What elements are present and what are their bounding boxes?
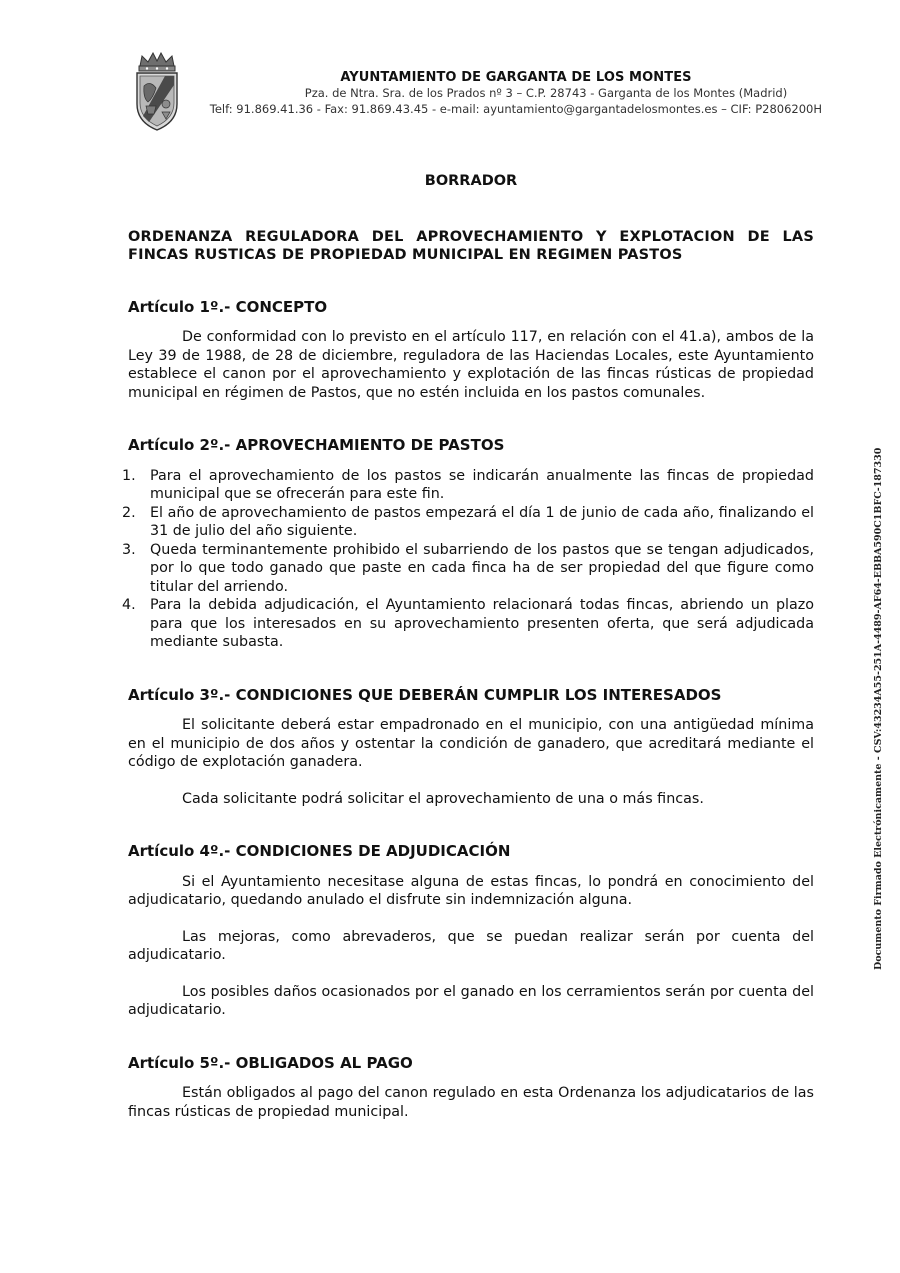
document-body bbox=[122, 172, 814, 1155]
clause-text: Para el aprovechamiento de los pastos se indicarán anualmente las fincas de propiedad municipal que se ofrecerán para este fin. bbox=[150, 467, 814, 502]
article-paragraph: Los posibles daños ocasionados por el ganado en los cerramientos serán por cuenta del adjudicatario. bbox=[128, 983, 814, 1018]
clause-number: 4. bbox=[122, 597, 136, 613]
article-paragraph: Están obligados al pago del canon regulado en esta Ordenanza los adjudicatarios de las fincas rústicas de propiedad municipal. bbox=[128, 1085, 814, 1120]
clause-number: 3. bbox=[122, 541, 136, 558]
article-heading: Artículo 4º.- CONDICIONES DE ADJUDICACIÓN bbox=[128, 842, 511, 860]
article-heading: Artículo 2º.- APROVECHAMIENTO DE PASTOS bbox=[128, 436, 505, 454]
article-1 bbox=[128, 298, 814, 403]
article-paragraph: De conformidad con lo previsto en el artículo 117, en relación con el 41.a), ambos de la Ley 39 de 1988, de 28 de diciembre, reguladora de las Haciendas Locales, este Ayuntamiento establece el canon por el aprovechamiento y explotación de las fincas rústicas de propiedad municipal en régimen de Pastos, que no estén incluida en los pastos comunales. bbox=[128, 329, 814, 401]
article-3 bbox=[128, 686, 814, 809]
article-paragraph: Las mejoras, como abrevaderos, que se puedan realizar serán por cuenta del adjudicatario. bbox=[128, 928, 814, 963]
clause-number: 1. bbox=[122, 467, 136, 484]
clause-item bbox=[122, 504, 814, 541]
draft-label: BORRADOR bbox=[424, 173, 518, 189]
municipality-name: AYUNTAMIENTO DE GARGANTA DE LOS MONTES bbox=[340, 70, 692, 85]
clause-text: Para la debida adjudicación, el Ayuntamiento relacionará todas fincas, abriendo un plazo para que los interesados en su aprovechamiento presenten oferta, que será adjudicada mediante subasta. bbox=[150, 597, 814, 650]
clause-number: 2. bbox=[122, 504, 136, 521]
article-paragraph: Cada solicitante podrá solicitar el aprovechamiento de una o más fincas. bbox=[182, 790, 704, 807]
article-heading: Artículo 1º.- CONCEPTO bbox=[128, 297, 328, 316]
article-paragraph: El solicitante deberá estar empadronado en el municipio, con una antigüedad mínima en el municipio de dos años y ostentar la condición de ganadero, que acreditará mediante el código de explotación ganadera. bbox=[128, 717, 814, 770]
letterhead-text bbox=[190, 70, 822, 117]
article-heading: Artículo 3º.- CONDICIONES QUE DEBERÁN CUMPLIR LOS INTERESADOS bbox=[128, 685, 722, 704]
article-2 bbox=[122, 436, 814, 652]
clause-list bbox=[122, 467, 814, 652]
clause-text: El año de aprovechamiento de pastos empezará el día 1 de junio de cada año, finalizando el 31 de julio del año siguiente. bbox=[150, 504, 814, 539]
electronic-signature-stamp bbox=[870, 447, 888, 970]
letterhead bbox=[130, 52, 830, 132]
municipal-coat-of-arms-icon bbox=[132, 52, 182, 132]
clause-item bbox=[122, 596, 814, 652]
ordinance-title: ORDENANZA REGULADORA DEL APROVECHAMIENTO Y EXPLOTACION DE LAS FINCAS RUSTICAS DE PROPIEDAD MUNICIPAL EN REGIMEN PASTOS bbox=[128, 228, 814, 263]
article-4 bbox=[128, 842, 814, 1020]
article-heading: Artículo 5º.- OBLIGADOS AL PAGO bbox=[128, 1053, 413, 1072]
clause-item bbox=[122, 467, 814, 504]
electronic-signature-text: Documento Firmado Electrónicamente - CSV:43234A55-251A-4489-AF64-EBBA590C1BFC-187330 bbox=[873, 447, 884, 970]
clause-item bbox=[122, 541, 814, 597]
clause-text: Queda terminantemente prohibido el subarriendo de los pastos que se tengan adjudicados, por lo que todo ganado que paste en cada finca ha de ser propiedad del que figure como titular del arriendo. bbox=[150, 541, 814, 595]
article-paragraph: Si el Ayuntamiento necesitase alguna de estas fincas, lo pondrá en conocimiento del adjudicatario, quedando anulado el disfrute sin indemnización alguna. bbox=[128, 873, 814, 908]
article-5 bbox=[128, 1054, 814, 1122]
municipality-address: Pza. de Ntra. Sra. de los Prados nº 3 – C.P. 28743 - Garganta de los Montes (Madrid) bbox=[304, 86, 788, 100]
municipality-contact: Telf: 91.869.41.36 - Fax: 91.869.43.45 - e-mail: ayuntamiento@gargantadelosmontes.es – CIF: P2806200H bbox=[209, 102, 822, 116]
